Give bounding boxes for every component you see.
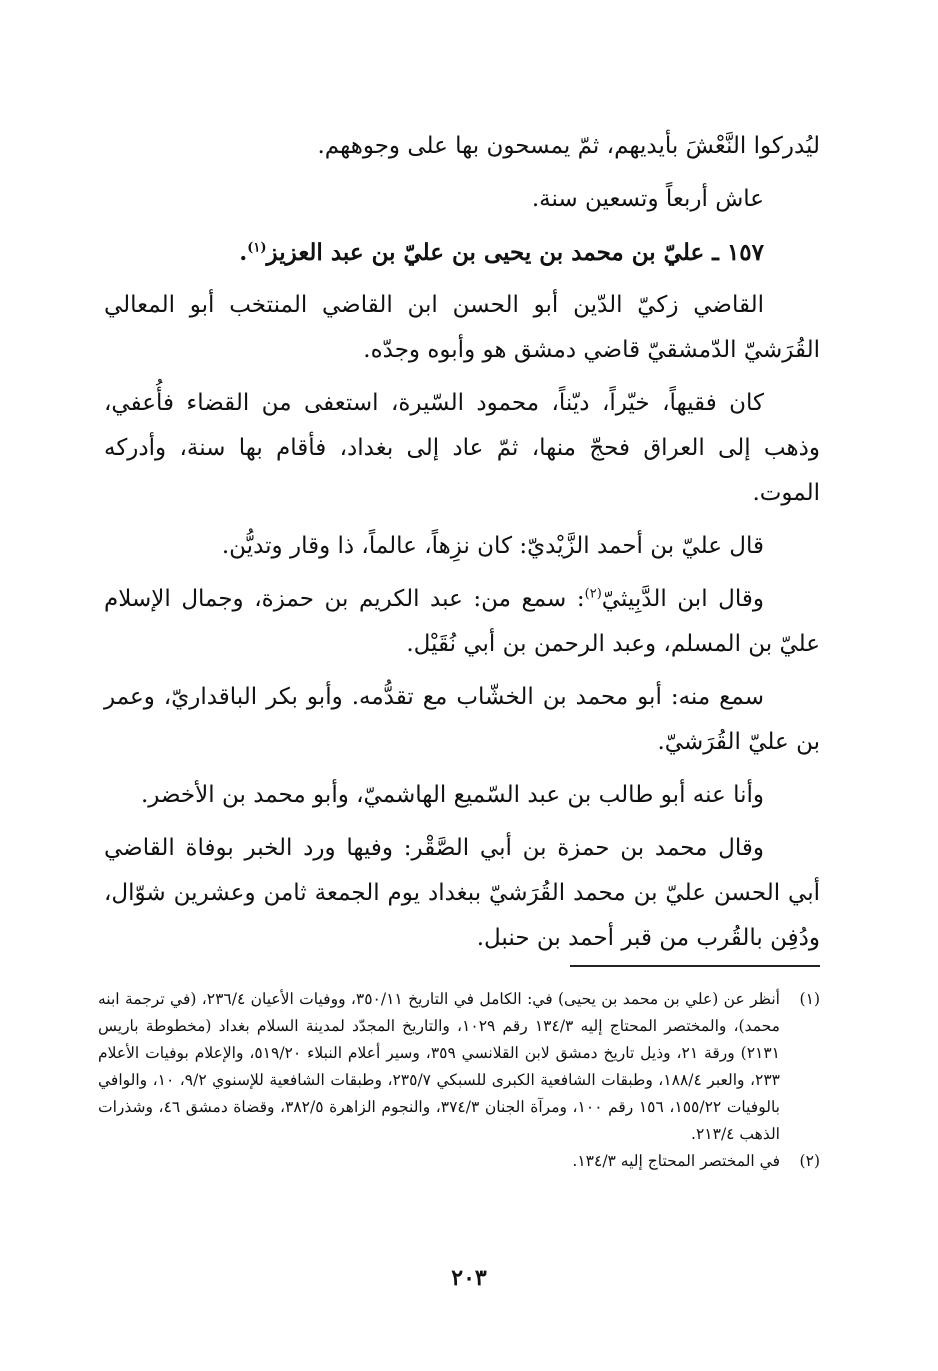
paragraph-continuation: ليُدركوا النَّعْشَ بأيديهم، ثمّ يمسحون بها على وجوههم. bbox=[317, 133, 820, 159]
paragraph-students: سمع منه: أبو محمد بن الخشّاب مع تقدُّمه. وأبو بكر الباقداريّ، وعمر بن عليّ القُرَشيّ. bbox=[104, 684, 820, 755]
paragraph-dubaythi bbox=[104, 577, 820, 667]
footnote-number: (٢) bbox=[799, 1152, 820, 1170]
entry-heading-end: . bbox=[239, 239, 248, 266]
paragraph-age: عاش أربعاً وتسعين سنة. bbox=[531, 186, 764, 212]
paragraph-dubaythi-start: وقال ابن الدَّبِيثيّ bbox=[601, 586, 764, 612]
footnote-text: أنظر عن (علي بن محمد بن يحيى) في: الكامل في التاريخ ٣٥٠/١١، ووفيات الأعيان ٢٣٦/٤، (في ترجمة ابنه محمد)، والمختصر المحتاج إليه ١٣٤/٣ رقم ١٠٢٩، والتاريخ المجدّد لمدينة السلام بغداد (مخطوطة باريس ٢١٣١) ورقة ٢١، وذيل تاريخ دمشق لابن القلانسي ٣٥٩، وسير أعلام النبلاء ٥١٩/٢٠، والإعلام بوفيات الأعلام ٢٣٣، والعبر ١٨٨/٤، وطبقات الشافعية الكبرى للسبكي ٢٣٥/٧، وطبقات الشافعية للإسنوي ٩/٢، ١٠، والوافي بالوفيات ١٥٥/٢٢، ١٥٦ رقم ١٠٠، ومرآة الجنان ٣٧٤/٣، والنجوم الزاهرة ٣٨٢/٥، وقضاة دمشق ٤٦، وشذرات الذهب ٢١٣/٤. bbox=[98, 990, 781, 1143]
footnote-ref-1: (١) bbox=[247, 240, 267, 256]
paragraph-dubaythi-rest: : سمع من: عبد الكريم بن حمزة، وجمال الإسلام عليّ بن المسلم، وعبد الرحمن بن أبي نُقَيْل. bbox=[104, 586, 820, 657]
entry-heading-text: ١٥٧ ـ عليّ بن محمد بن يحيى بن عليّ بن عبد العزيز bbox=[266, 239, 764, 266]
footnote-number: (١) bbox=[799, 990, 820, 1008]
footnote-ref-2: (٢) bbox=[584, 586, 602, 602]
main-text bbox=[104, 124, 820, 969]
footnote-text: في المختصر المحتاج إليه ١٣٤/٣. bbox=[572, 1152, 780, 1170]
paragraph-biography: كان فقيهاً، خيّراً، ديّناً، محمود السّيرة، استعفى من القضاء فأُعفي، وذهب إلى العراق فحجّ منها، ثمّ عاد إلى بغداد، فأقام بها سنة، وأدركه الموت. bbox=[104, 390, 820, 506]
footnote-item bbox=[98, 986, 820, 1148]
footnote-divider bbox=[570, 965, 820, 967]
paragraph-death: وقال محمد بن حمزة بن أبي الصَّقْر: وفيها ورد الخبر بوفاة القاضي أبي الحسن عليّ بن محمد القُرَشيّ ببغداد يوم الجمعة ثامن وعشرين شوّال، ودُفِن بالقُرب من قبر أحمد بن حنبل. bbox=[104, 835, 820, 951]
footnote-item bbox=[98, 1148, 820, 1175]
footnotes bbox=[98, 986, 820, 1175]
paragraph-narrators: وأنا عنه أبو طالب بن عبد السّميع الهاشميّ، وأبو محمد بن الأخضر. bbox=[140, 782, 764, 808]
page-number: ٢٠٣ bbox=[451, 1265, 487, 1291]
entry-heading bbox=[104, 230, 820, 275]
paragraph-lineage: القاضي زكيّ الدّين أبو الحسن ابن القاضي المنتخب أبو المعالي القُرَشيّ الدّمشقيّ قاضي دمشق هو وأبوه وجدّه. bbox=[104, 292, 820, 363]
paragraph-zaydi: قال عليّ بن أحمد الزَّيْديّ: كان نزِهاً، عالماً، ذا وقار وتديُّن. bbox=[221, 533, 764, 559]
